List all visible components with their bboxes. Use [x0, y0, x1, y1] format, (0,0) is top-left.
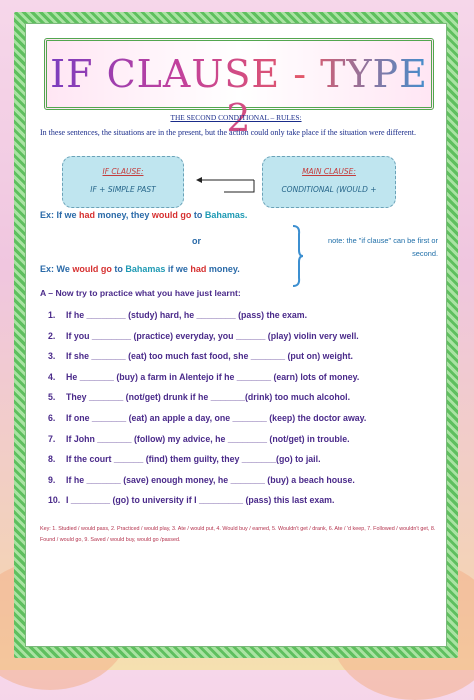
exercise-sentence[interactable]: If he _______ (save) enough money, he _______ (buy) a beach house. — [66, 474, 355, 485]
main-clause-box — [262, 156, 396, 208]
answer-key: Key: 1. Studied / would pass, 2. Practiced / would play, 3. Ate / would put, 4. Would buy / earned, 5. Wouldn't get / drank, 6. Ate / 'd keep, 7. Followed / wouldn't get, 8. Found / would go, 9. Saved / would buy, would go /passed. — [40, 526, 436, 543]
exercise-item — [48, 331, 359, 341]
if-clause-box — [62, 156, 184, 208]
exercise-sentence[interactable]: If you ________ (practice) everyday, you ______ (play) violin very well. — [66, 330, 359, 341]
exercise-item — [48, 372, 359, 382]
example-sentence-2: Ex: We would go to Bahamas if we had money. — [40, 264, 240, 274]
exercise-item — [48, 310, 307, 320]
exercise-number: 6. — [48, 413, 56, 423]
exercise-sentence[interactable]: He _______ (buy) a farm in Alentejo if he _______ (earn) lots of money. — [66, 371, 360, 382]
exercise-number: 9. — [48, 474, 56, 485]
section-subtitle: THE SECOND CONDITIONAL – RULES: — [170, 113, 302, 122]
practice-heading: A – Now try to practice what you have just learnt: — [40, 288, 241, 298]
exercise-item — [48, 392, 350, 402]
exercise-sentence[interactable]: If the court ______ (find) them guilty, they _______(go) to jail. — [66, 454, 321, 465]
exercise-number: 3. — [48, 351, 56, 362]
exercise-number: 2. — [48, 330, 56, 341]
or-separator: or — [192, 236, 201, 246]
exercise-item — [48, 413, 366, 423]
worksheet-page — [26, 24, 446, 646]
note-text: note: the "if clause" can be first or second. — [327, 236, 438, 258]
double-arrow-icon — [194, 174, 262, 196]
if-clause-label: IF CLAUSE: — [102, 167, 144, 176]
exercise-number: 10. — [48, 495, 61, 506]
example-sentence-1: Ex: If we had money, they would go to Bahamas. — [40, 210, 248, 220]
if-clause-rule: IF + SIMPLE PAST — [90, 185, 156, 194]
exercise-number: 7. — [48, 433, 56, 444]
intro-paragraph: In these sentences, the situations are in the present, but the action could only take place if the situation were different. — [40, 128, 416, 137]
exercise-item — [48, 351, 353, 361]
exercise-number: 4. — [48, 371, 56, 382]
exercise-item — [48, 475, 355, 485]
exercise-number: 8. — [48, 454, 56, 465]
exercise-sentence[interactable]: If he ________ (study) hard, he ________ (pass) the exam. — [66, 310, 308, 320]
exercise-number: 1. — [48, 310, 56, 320]
main-clause-label: MAIN CLAUSE: — [302, 167, 356, 176]
exercise-sentence[interactable]: If one _______ (eat) an apple a day, one _______ (keep) the doctor away. — [66, 413, 367, 423]
exercise-sentence[interactable]: If she _______ (eat) too much fast food, she _______ (put on) weight. — [66, 351, 353, 362]
exercise-item — [48, 495, 334, 505]
exercise-item — [48, 454, 321, 464]
curly-brace-icon — [290, 224, 304, 288]
exercise-number: 5. — [48, 392, 56, 403]
exercise-item — [48, 434, 350, 444]
page-title: IF CLAUSE - TYPE 2 — [47, 52, 431, 140]
main-clause-rule: CONDITIONAL (WOULD + — [281, 185, 377, 194]
exercise-sentence[interactable]: They _______ (not/get) drunk if he _______(drink) too much alcohol. — [66, 392, 351, 403]
exercise-sentence[interactable]: I ________ (go) to university if I _________ (pass) this last exam. — [66, 495, 335, 506]
exercise-sentence[interactable]: If John _______ (follow) my advice, he ________ (not/get) in trouble. — [66, 433, 350, 444]
